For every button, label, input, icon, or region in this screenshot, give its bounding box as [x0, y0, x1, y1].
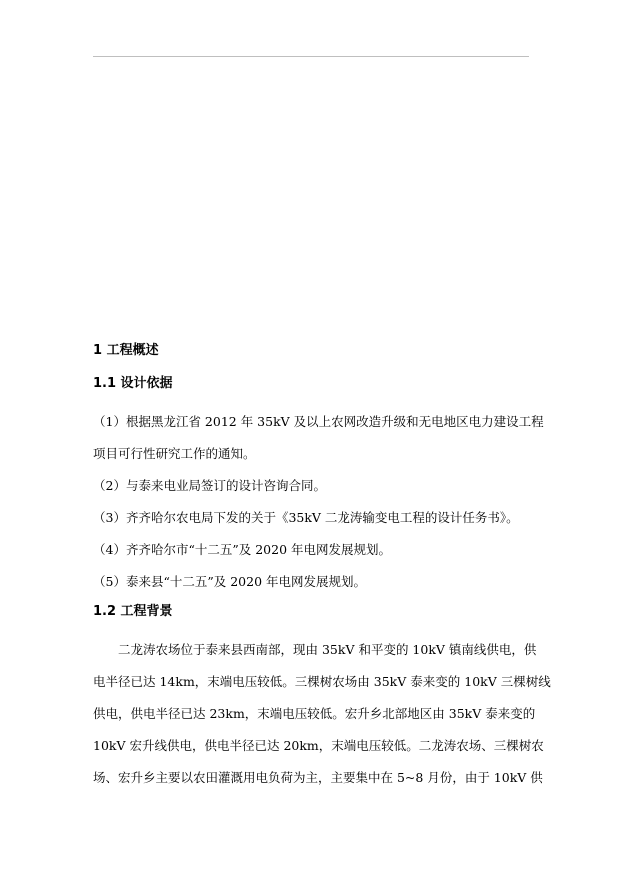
paragraph-line-2: 电半径已达 14km，末端电压较低。三棵树农场由 35kV 泰来变的 10kV 三棵树线: [93, 674, 551, 689]
document-body: [93, 340, 551, 794]
background-paragraph: [93, 634, 551, 794]
section-heading-1: 1 工程概述: [93, 343, 159, 358]
list-item-4: （4）齐齐哈尔市“十二五”及 2020 年电网发展规划。: [93, 542, 391, 557]
header-rule: [93, 56, 529, 57]
list-item-5: （5）泰来县“十二五”及 2020 年电网发展规划。: [93, 574, 366, 589]
list-item-1-line-2: 项目可行性研究工作的通知。: [93, 446, 256, 461]
paragraph-line-1: 二龙涛农场位于泰来县西南部，现由 35kV 和平变的 10kV 镇南线供电，供: [118, 642, 537, 657]
paragraph-line-5: 场、宏升乡主要以农田灌溉用电负荷为主，主要集中在 5~8 月份，由于 10kV 供: [93, 770, 543, 785]
paragraph-line-3: 供电，供电半径已达 23km，末端电压较低。宏升乡北部地区由 35kV 泰来变的: [93, 706, 536, 721]
list-item-2: （2）与泰来电业局签订的设计咨询合同。: [93, 478, 326, 493]
section-heading-1-1: 1.1 设计依据: [93, 376, 173, 391]
paragraph-line-4: 10kV 宏升线供电，供电半径已达 20km，末端电压较低。二龙涛农场、三棵树农: [93, 738, 544, 753]
design-basis-list: [93, 406, 544, 598]
list-item-3: （3）齐齐哈尔农电局下发的关于《35kV 二龙涛输变电工程的设计任务书》。: [93, 510, 519, 525]
list-item-1-line-1: （1）根据黑龙江省 2012 年 35kV 及以上农网改造升级和无电地区电力建设工程: [93, 414, 544, 429]
section-heading-1-2: 1.2 工程背景: [93, 604, 173, 619]
